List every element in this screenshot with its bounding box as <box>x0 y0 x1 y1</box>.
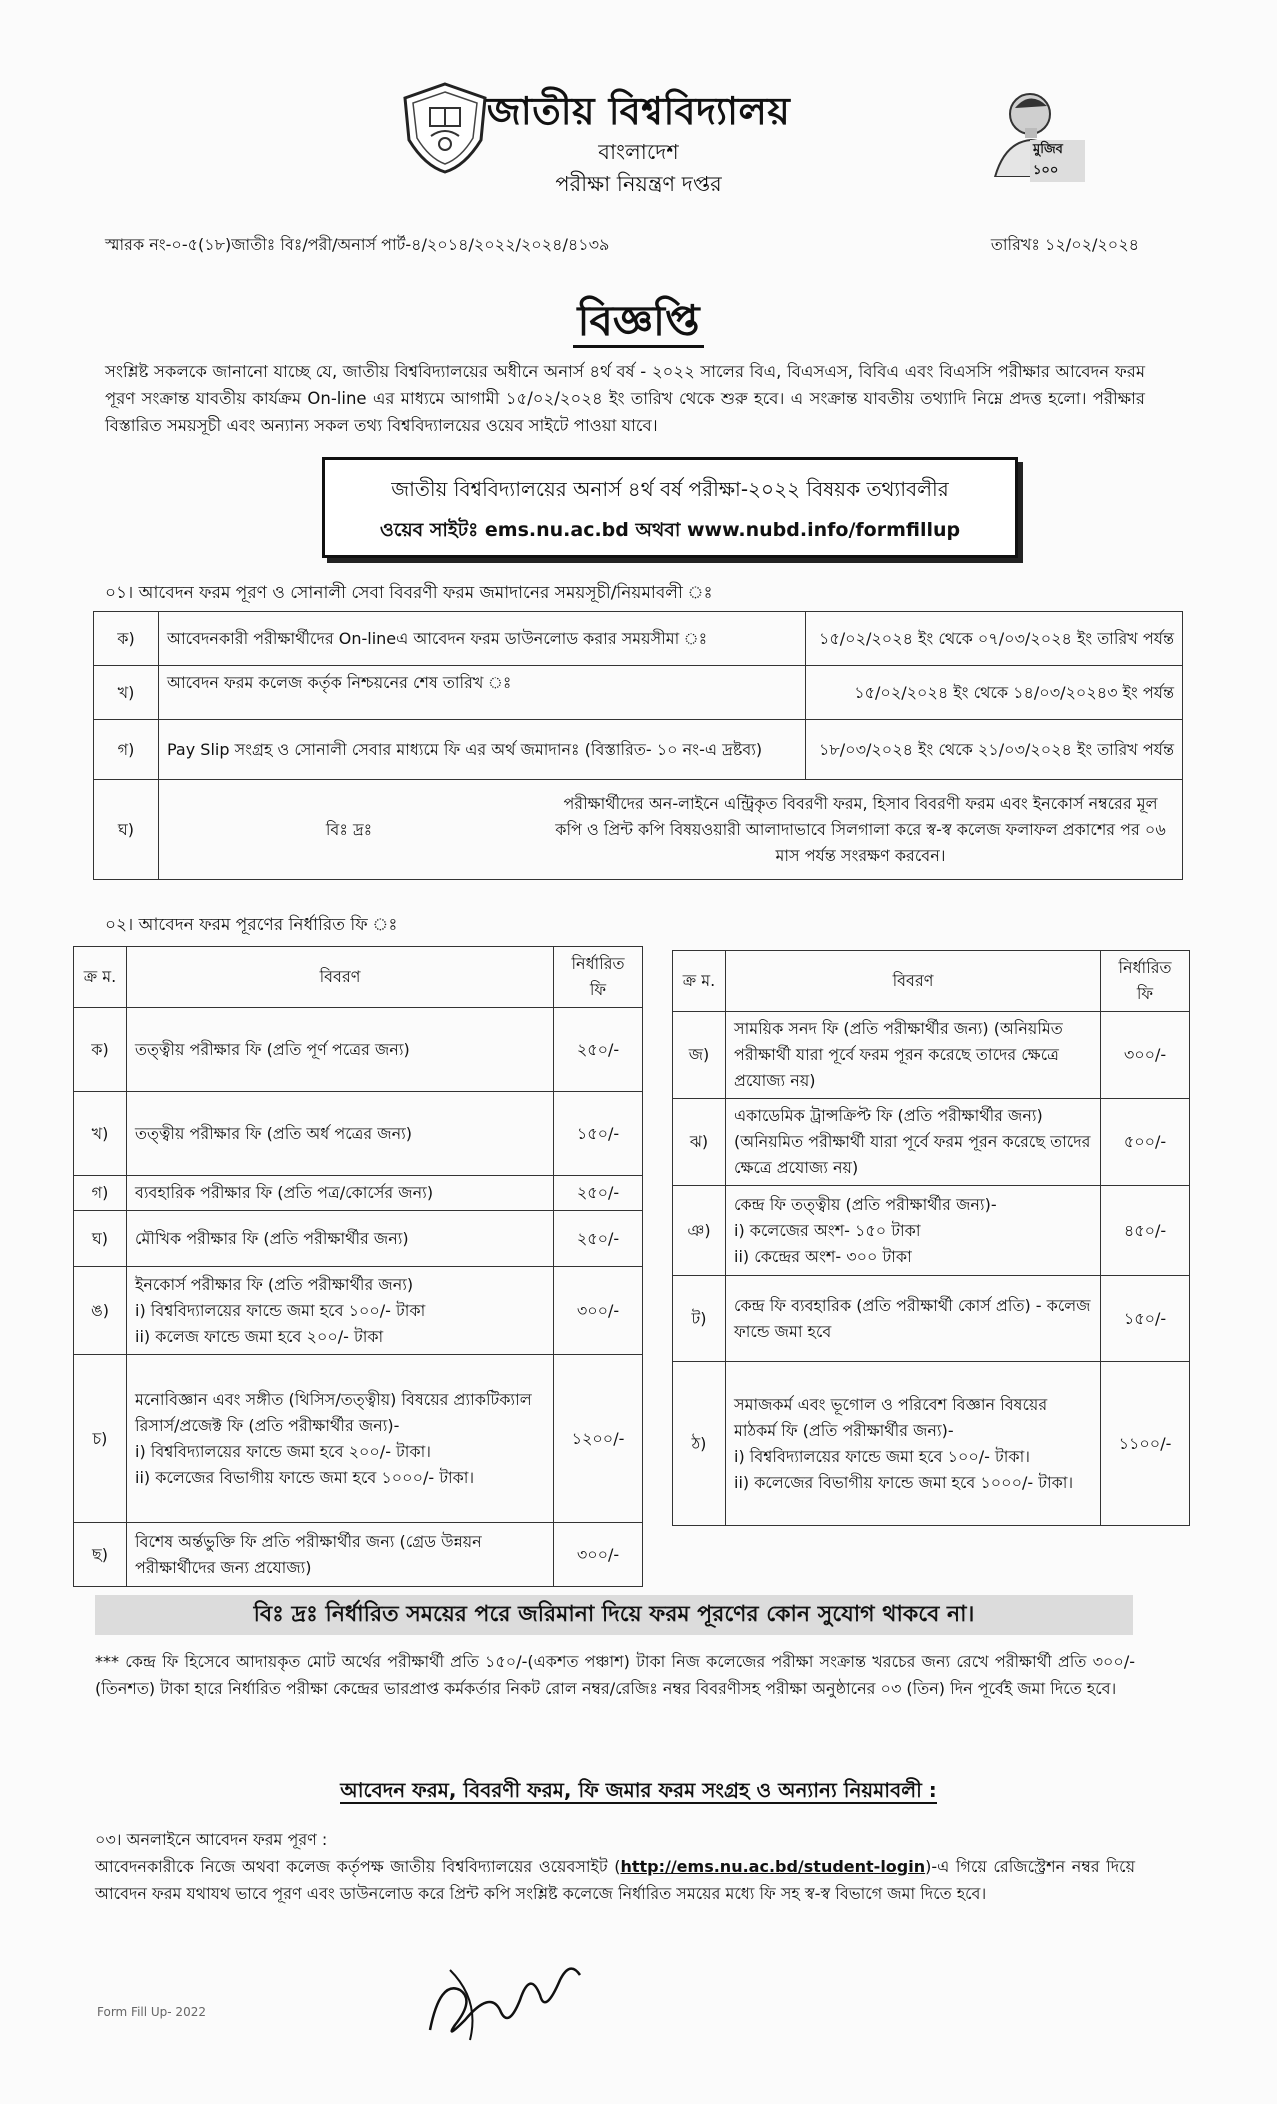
fee-key: খ) <box>74 1092 127 1176</box>
fee-key: ঝ) <box>673 1099 726 1186</box>
fee-row <box>74 1176 643 1211</box>
schedule-table <box>93 611 1183 880</box>
fee-amount: ৩০০/- <box>554 1523 643 1587</box>
fee-amount: ২৫০/- <box>554 1008 643 1092</box>
fee-row <box>74 1267 643 1355</box>
fee-desc: সাময়িক সনদ ফি (প্রতি পরীক্ষার্থীর জন্য) (অনিয়মিত পরীক্ষার্থী যারা পূর্বে ফরম পূরন করেছে তাদের ক্ষেত্রে প্রযোজ্য নয়) <box>726 1012 1101 1099</box>
fee-desc: কেন্দ্র ফি ব্যবহারিক (প্রতি পরীক্ষার্থী কোর্স প্রতি) - কলেজ ফান্ডে জমা হবে <box>726 1276 1101 1362</box>
fee-table-left <box>73 946 643 1587</box>
schedule-date: ১৫/০২/২০২৪ ইং থেকে ০৭/০৩/২০২৪ ইং তারিখ পর্যন্ত <box>806 612 1183 666</box>
fee-row <box>673 1099 1190 1186</box>
fee-desc-cell <box>726 1186 1101 1276</box>
fee-key: ঙ) <box>74 1267 127 1355</box>
fee-sub-item: i) কলেজের অংশ- ১৫০ টাকা <box>734 1220 921 1240</box>
office-name: পরীক্ষা নিয়ন্ত্রণ দপ্তর <box>555 172 722 196</box>
fee-desc: কেন্দ্র ফি তত্ত্বীয় (প্রতি পরীক্ষার্থীর জন্য)- <box>734 1194 997 1214</box>
signature <box>420 1940 600 2050</box>
desc-header: বিবরণ <box>127 947 554 1008</box>
info-box <box>322 457 1018 558</box>
section3 <box>95 1826 1135 1907</box>
fee-desc-cell <box>127 1267 554 1355</box>
mujib-logo-text: মুজিব ১০০ <box>1030 140 1085 182</box>
fee-header-row <box>74 947 643 1008</box>
fee-sub-item: ii) কলেজের বিভাগীয় ফান্ডে জমা হবে ১০০০/- টাকা। <box>135 1467 475 1487</box>
fee-amount: ৩০০/- <box>554 1267 643 1355</box>
section1-heading: ০১। আবেদন ফরম পূরণ ও সোনালী সেবা বিবরণী ফরম জমাদানের সময়সূচী/নিয়মাবলী ঃ <box>105 583 713 603</box>
fee-sub-item: i) বিশ্ববিদ্যালয়ের ফান্ডে জমা হবে ১০০/- টাকা <box>135 1300 426 1320</box>
fee-key: ছ) <box>74 1523 127 1587</box>
serial-header: ক্র ম. <box>673 951 726 1012</box>
section3-text-before: আবেদনকারীকে নিজে অথবা কলেজ কর্তৃপক্ষ জাতীয় বিশ্ববিদ্যালয়ের ওয়েবসাইট ( <box>95 1857 621 1876</box>
fee-row <box>74 1211 643 1267</box>
fee-row <box>673 1012 1190 1099</box>
fee-row <box>673 1186 1190 1276</box>
fee-key: জ) <box>673 1012 726 1099</box>
intro-paragraph: সংশ্লিষ্ট সকলকে জানানো যাচ্ছে যে, জাতীয় বিশ্ববিদ্যালয়ের অধীনে অনার্স ৪র্থ বর্ষ - ২০২২ সালের বিএ, বিএসএস, বিবিএ এবং বিএসসি পরীক্ষার আবেদন ফরম পূরণ সংক্রান্ত যাবতীয় কার্যক্রম On-line এর মাধ্যমে আগামী ১৫/০২/২০২৪ ইং তারিখ থেকে শুরু হবে। এ সংক্রান্ত যাবতীয় তথ্যাদি নিম্নে প্রদত্ত হলো। পরীক্ষার বিস্তারিত সময়সূচী এবং অন্যান্য সকল তথ্য বিশ্ববিদ্যালয়ের ওয়েব সাইটে পাওয়া যাবে। <box>105 362 1145 435</box>
section3-text-after: )-এ গিয়ে রেজিস্ট্রেশন নম্বর দিয়ে আবেদন ফরম যথাযথ ভাবে পূরণ এবং ডাউনলোড করে প্রিন্ট কপি সংশ্লিষ্ট কলেজে নির্ধারিত সময়ের মধ্যে ফি সহ স্ব-স্ব বিভাগে জমা দিতে হবে। <box>95 1857 1135 1903</box>
fee-desc: বিশেষ অর্ন্তভুক্তি ফি প্রতি পরীক্ষার্থীর জন্য (গ্রেড উন্নয়ন পরীক্ষার্থীদের জন্য প্রযোজ্য) <box>127 1523 554 1587</box>
student-login-link[interactable]: http://ems.nu.ac.bd/student-login <box>620 1857 926 1876</box>
schedule-row <box>94 666 1183 720</box>
schedule-desc: আবেদনকারী পরীক্ষার্থীদের On-lineএ আবেদন ফরম ডাউনলোড করার সময়সীমা ঃ <box>159 612 806 666</box>
schedule-date: ১৮/০৩/২০২৪ ইং থেকে ২১/০৩/২০২৪ ইং তারিখ পর্যন্ত <box>806 720 1183 780</box>
fee-desc: একাডেমিক ট্রান্সক্রিপ্ট ফি (প্রতি পরীক্ষার্থীর জন্য) (অনিয়মিত পরীক্ষার্থী যারা পূর্বে ফরম পূরন করেছে তাদের ক্ষেত্রে প্রযোজ্য নয়) <box>726 1099 1101 1186</box>
rules-subheading-text: আবেদন ফরম, বিবরণী ফরম, ফি জমার ফরম সংগ্রহ ও অন্যান্য নিয়মাবলী : <box>340 1778 937 1802</box>
fee-key: ঞ) <box>673 1186 726 1276</box>
fee-desc: সমাজকর্ম এবং ভূগোল ও পরিবেশ বিজ্ঞান বিষয়ের মাঠকর্ম ফি (প্রতি পরীক্ষার্থীর জন্য)- <box>734 1394 1048 1440</box>
fee-header: নির্ধারিত ফি <box>1101 951 1190 1012</box>
schedule-note-label: বিঃ দ্রঃ <box>325 819 373 839</box>
schedule-note-text: পরীক্ষার্থীদের অন-লাইনে এন্ট্রিকৃত বিবরণী ফরম, হিসাব বিবরণী ফরম এবং ইনকোর্স নম্বরের মূল কপি ও প্রিন্ট কপি বিষয়ওয়ারী আলাদাভাবে সিলগালা করে স্ব-স্ব কলেজ ফলাফল প্রকাশের পর ০৬ মাস পর্যন্ত সংরক্ষণ করবেন। <box>555 793 1166 865</box>
fee-row <box>74 1092 643 1176</box>
section3-text <box>95 1853 1135 1907</box>
mujib-100-logo <box>985 82 1085 177</box>
late-fee-warning-banner: বিঃ দ্রঃ নির্ধারিত সময়ের পরে জরিমানা দিয়ে ফরম পূরণের কোন সুযোগ থাকবে না। <box>95 1595 1133 1635</box>
fee-sub-item: ii) কলেজের বিভাগীয় ফান্ডে জমা হবে ১০০০/- টাকা। <box>734 1472 1074 1492</box>
rules-subheading <box>0 1776 1277 1809</box>
fee-row <box>673 1362 1190 1526</box>
fee-sub-item: ii) কলেজ ফান্ডে জমা হবে ২০০/- টাকা <box>135 1326 384 1346</box>
schedule-key: খ) <box>94 666 159 720</box>
notice-date: তারিখঃ ১২/০২/২০২৪ <box>990 235 1139 254</box>
fee-desc: ব্যবহারিক পরীক্ষার ফি (প্রতি পত্র/কোর্সের জন্য) <box>127 1176 554 1211</box>
fee-desc: মনোবিজ্ঞান এবং সঙ্গীত (থিসিস/তত্ত্বীয়) বিষয়ের প্র্যাকটিক্যাল রিসার্স/প্রজেক্ট ফি (প্রতি পরীক্ষার্থীর জন্য)- <box>135 1389 532 1435</box>
schedule-date: ১৫/০২/২০২৪ ইং থেকে ১৪/০৩/২০২৪৩ ইং পর্যন্ত <box>806 666 1183 720</box>
fee-table-right <box>672 950 1190 1526</box>
fee-key: ঠ) <box>673 1362 726 1526</box>
center-fee-footnote: *** কেন্দ্র ফি হিসেবে আদায়কৃত মোট অর্থের পরীক্ষার্থী প্রতি ১৫০/-(একশত পঞ্চাশ) টাকা নিজ কলেজের পরীক্ষা সংক্রান্ত খরচের জন্য রেখে পরীক্ষার্থী প্রতি ৩০০/- (তিনশত) টাকা হারে নির্ধারিত পরীক্ষা কেন্দ্রের ভারপ্রাপ্ত কর্মকর্তার নিকট রোল নম্বর/রেজিঃ নম্বর বিবরণীসহ পরীক্ষা অনুষ্ঠানের ০৩ (তিন) দিন পূর্বেই জমা দিতে হবে। <box>95 1652 1135 1698</box>
info-box-website: ওয়েব সাইটঃ ems.nu.ac.bd অথবা www.nubd.info/formfillup <box>379 519 961 541</box>
fee-row <box>74 1008 643 1092</box>
fee-row <box>74 1523 643 1587</box>
fee-amount: ১৫০/- <box>1101 1276 1190 1362</box>
fee-desc: তত্ত্বীয় পরীক্ষার ফি (প্রতি অর্ধ পত্রের জন্য) <box>127 1092 554 1176</box>
fee-key: ঘ) <box>74 1211 127 1267</box>
fee-header-row <box>673 951 1190 1012</box>
desc-header: বিবরণ <box>726 951 1101 1012</box>
notice-title <box>0 288 1277 359</box>
fee-key: ট) <box>673 1276 726 1362</box>
fee-row <box>74 1355 643 1523</box>
fee-amount: ১১০০/- <box>1101 1362 1190 1526</box>
fee-desc: তত্ত্বীয় পরীক্ষার ফি (প্রতি পূর্ণ পত্রের জন্য) <box>127 1008 554 1092</box>
schedule-key: গ) <box>94 720 159 780</box>
fee-amount: ২৫০/- <box>554 1176 643 1211</box>
fee-sub-item: i) বিশ্ববিদ্যালয়ের ফান্ডে জমা হবে ১০০/- টাকা। <box>734 1446 1030 1466</box>
fee-amount: ২৫০/- <box>554 1211 643 1267</box>
schedule-desc: আবেদন ফরম কলেজ কর্তৃক নিশ্চয়নের শেষ তারিখ ঃ <box>159 666 806 720</box>
fee-desc-cell <box>726 1362 1101 1526</box>
fee-amount: ৪৫০/- <box>1101 1186 1190 1276</box>
schedule-row <box>94 720 1183 780</box>
schedule-key: ক) <box>94 612 159 666</box>
fee-amount: ১৫০/- <box>554 1092 643 1176</box>
country-name: বাংলাদেশ <box>598 140 679 164</box>
memo-number: স্মারক নং-০-৫(১৮)জাতীঃ বিঃ/পরী/অনার্স পার্ট-৪/২০১৪/২০২২/২০২৪/৪১৩৯ <box>105 235 610 254</box>
fee-sub-item: i) বিশ্ববিদ্যালয়ের ফান্ডে জমা হবে ২০০/- টাকা। <box>135 1441 431 1461</box>
fee-key: গ) <box>74 1176 127 1211</box>
section3-heading: ০৩। অনলাইনে আবেদন ফরম পূরণ : <box>95 1830 328 1849</box>
fee-desc: ইনকোর্স পরীক্ষার ফি (প্রতি পরীক্ষার্থীর জন্য) <box>135 1274 414 1294</box>
form-footer-label: Form Fill Up- 2022 <box>97 2005 206 2019</box>
fee-desc: মৌখিক পরীক্ষার ফি (প্রতি পরীক্ষার্থীর জন্য) <box>127 1211 554 1267</box>
schedule-desc: Pay Slip সংগ্রহ ও সোনালী সেবার মাধ্যমে ফি এর অর্থ জমাদানঃ (বিস্তারিত- ১০ নং-এ দ্রষ্টব্য) <box>159 720 806 780</box>
serial-header: ক্র ম. <box>74 947 127 1008</box>
fee-header: নির্ধারিত ফি <box>554 947 643 1008</box>
fee-desc-cell <box>127 1355 554 1523</box>
section2-heading: ০২। আবেদন ফরম পূরণের নির্ধারিত ফি ঃ <box>105 915 398 935</box>
fee-key: চ) <box>74 1355 127 1523</box>
info-box-line1: জাতীয় বিশ্ববিদ্যালয়ের অনার্স ৪র্থ বর্ষ পরীক্ষা-২০২২ বিষয়ক তথ্যাবলীর <box>391 477 949 501</box>
fee-amount: ৫০০/- <box>1101 1099 1190 1186</box>
university-name: জাতীয় বিশ্ববিদ্যালয় <box>486 89 791 133</box>
schedule-key: ঘ) <box>94 780 159 880</box>
fee-amount: ৩০০/- <box>1101 1012 1190 1099</box>
schedule-note-cell <box>159 780 1183 880</box>
schedule-row <box>94 612 1183 666</box>
fee-amount: ১২০০/- <box>554 1355 643 1523</box>
fee-key: ক) <box>74 1008 127 1092</box>
fee-sub-item: ii) কেন্দ্রের অংশ- ৩০০ টাকা <box>734 1246 912 1266</box>
schedule-note-row <box>94 780 1183 880</box>
fee-row <box>673 1276 1190 1362</box>
notice-title-text: বিজ্ঞপ্তি <box>573 296 703 348</box>
